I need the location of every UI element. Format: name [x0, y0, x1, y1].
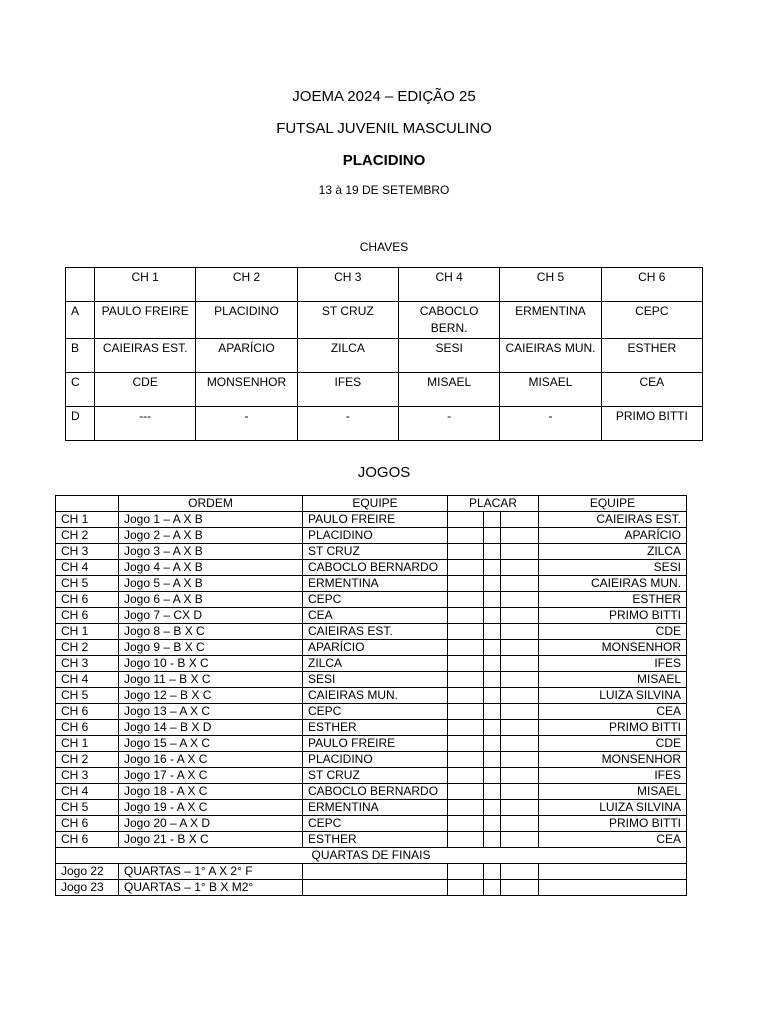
game-team-home: ERMENTINA	[303, 800, 448, 816]
game-order: Jogo 9 – B X C	[119, 640, 303, 656]
event-dates: 13 à 19 DE SETEMBRO	[318, 183, 450, 197]
score-separator-cell	[484, 656, 501, 672]
game-chave: CH 1	[56, 736, 119, 752]
ordem-header: ORDEM	[119, 496, 303, 512]
score-home-cell	[448, 640, 484, 656]
chaves-team-cell: MISAEL	[500, 373, 601, 407]
score-away-cell	[501, 672, 539, 688]
game-order: Jogo 15 – A X C	[119, 736, 303, 752]
venue-title: PLACIDINO	[342, 152, 426, 169]
chaves-team-cell: ST CRUZ	[297, 302, 398, 339]
game-order: Jogo 8 – B X C	[119, 624, 303, 640]
chaves-column-header: CH 1	[95, 268, 196, 302]
chaves-column-header: CH 6	[601, 268, 702, 302]
chaves-team-cell: CABOCLO BERN.	[398, 302, 499, 339]
game-team-home: APARÍCIO	[303, 640, 448, 656]
game-team-away: LUIZA SILVINA	[539, 688, 687, 704]
game-row	[56, 656, 687, 672]
game-row	[56, 672, 687, 688]
game-chave: CH 5	[56, 576, 119, 592]
chaves-team-cell: PRIMO BITTI	[601, 407, 702, 441]
game-chave: CH 6	[56, 592, 119, 608]
chaves-row-label: A	[66, 302, 95, 339]
game-order: Jogo 2 – A X B	[119, 528, 303, 544]
chaves-row-label: C	[66, 373, 95, 407]
game-chave: CH 6	[56, 608, 119, 624]
game-order: Jogo 16 - A X C	[119, 752, 303, 768]
chaves-table	[65, 267, 703, 441]
score-away-cell	[501, 784, 539, 800]
game-order: Jogo 11 – B X C	[119, 672, 303, 688]
quartas-row	[56, 880, 687, 896]
game-row	[56, 736, 687, 752]
game-team-home: CEPC	[303, 816, 448, 832]
game-row	[56, 768, 687, 784]
jogos-table	[55, 495, 687, 896]
event-subtitle: FUTSAL JUVENIL MASCULINO	[276, 120, 492, 137]
chaves-column-header: CH 3	[297, 268, 398, 302]
score-away-cell	[501, 704, 539, 720]
game-team-home: CAIEIRAS MUN.	[303, 688, 448, 704]
score-home-cell	[448, 672, 484, 688]
score-separator-cell	[484, 720, 501, 736]
score-separator-cell	[484, 640, 501, 656]
game-team-home: CABOCLO BERNARDO	[303, 784, 448, 800]
game-team-home: ST CRUZ	[303, 768, 448, 784]
game-team-away: ESTHER	[539, 592, 687, 608]
game-team-away: MISAEL	[539, 784, 687, 800]
score-home-cell	[448, 752, 484, 768]
game-order: Jogo 1 – A X B	[119, 512, 303, 528]
game-order: Jogo 12 – B X C	[119, 688, 303, 704]
game-team-away: CEA	[539, 704, 687, 720]
chaves-row-label: B	[66, 339, 95, 373]
score-away-cell	[501, 576, 539, 592]
score-home-cell	[448, 800, 484, 816]
quartas-team-away	[539, 864, 687, 880]
game-team-home: ESTHER	[303, 720, 448, 736]
score-separator-cell	[484, 800, 501, 816]
game-row	[56, 512, 687, 528]
game-team-home: CEPC	[303, 704, 448, 720]
chaves-team-cell: MISAEL	[398, 373, 499, 407]
game-team-home: ERMENTINA	[303, 576, 448, 592]
score-separator-cell	[484, 560, 501, 576]
game-chave: CH 1	[56, 512, 119, 528]
game-order: Jogo 4 – A X B	[119, 560, 303, 576]
chaves-team-cell: SESI	[398, 339, 499, 373]
score-home-cell	[448, 608, 484, 624]
score-separator-cell	[484, 592, 501, 608]
chaves-row	[66, 302, 703, 339]
game-team-home: ESTHER	[303, 832, 448, 848]
game-chave: CH 4	[56, 784, 119, 800]
game-chave: CH 4	[56, 560, 119, 576]
game-order: Jogo 20 – A X D	[119, 816, 303, 832]
game-row	[56, 832, 687, 848]
game-team-away: PRIMO BITTI	[539, 816, 687, 832]
chaves-row	[66, 373, 703, 407]
game-team-away: CDE	[539, 736, 687, 752]
game-team-away: CAIEIRAS EST.	[539, 512, 687, 528]
game-order: Jogo 19 - A X C	[119, 800, 303, 816]
game-order: Jogo 17 - A X C	[119, 768, 303, 784]
game-team-away: APARÍCIO	[539, 528, 687, 544]
game-chave: CH 6	[56, 720, 119, 736]
score-away-cell	[501, 544, 539, 560]
game-row	[56, 800, 687, 816]
game-team-away: PRIMO BITTI	[539, 608, 687, 624]
game-team-away: LUIZA SILVINA	[539, 800, 687, 816]
chaves-column-header: CH 5	[500, 268, 601, 302]
game-chave: CH 5	[56, 800, 119, 816]
score-away-cell	[501, 864, 539, 880]
chaves-team-cell: ZILCA	[297, 339, 398, 373]
quartas-game-number: Jogo 22	[56, 864, 119, 880]
game-chave: CH 6	[56, 704, 119, 720]
equipe-header: EQUIPE	[539, 496, 687, 512]
score-home-cell	[448, 544, 484, 560]
score-home-cell	[448, 832, 484, 848]
score-separator-cell	[484, 624, 501, 640]
placar-header: PLACAR	[448, 496, 539, 512]
score-away-cell	[501, 592, 539, 608]
quartas-label: QUARTAS DE FINAIS	[56, 848, 687, 864]
game-order: Jogo 14 – B X D	[119, 720, 303, 736]
game-chave: CH 2	[56, 528, 119, 544]
score-home-cell	[448, 656, 484, 672]
game-team-away: SESI	[539, 560, 687, 576]
game-team-away: CEA	[539, 832, 687, 848]
chaves-team-cell: ERMENTINA	[500, 302, 601, 339]
score-home-cell	[448, 720, 484, 736]
game-chave: CH 5	[56, 688, 119, 704]
score-away-cell	[501, 624, 539, 640]
game-team-home: PLACIDINO	[303, 752, 448, 768]
chaves-team-cell: CAIEIRAS EST.	[95, 339, 196, 373]
game-team-home: PAULO FREIRE	[303, 512, 448, 528]
jogos-heading: JOGOS	[357, 464, 411, 481]
score-home-cell	[448, 576, 484, 592]
score-home-cell	[448, 736, 484, 752]
score-away-cell	[501, 688, 539, 704]
quartas-label-row	[56, 848, 687, 864]
chaves-team-cell: MONSENHOR	[196, 373, 297, 407]
score-separator-cell	[484, 512, 501, 528]
score-home-cell	[448, 864, 484, 880]
game-order: Jogo 21 - B X C	[119, 832, 303, 848]
game-chave: CH 3	[56, 768, 119, 784]
quartas-team-home	[303, 864, 448, 880]
score-separator-cell	[484, 816, 501, 832]
score-away-cell	[501, 512, 539, 528]
game-row	[56, 640, 687, 656]
game-order: Jogo 5 – A X B	[119, 576, 303, 592]
score-away-cell	[501, 528, 539, 544]
score-home-cell	[448, 512, 484, 528]
chaves-team-cell: PAULO FREIRE	[95, 302, 196, 339]
game-row	[56, 816, 687, 832]
chaves-team-cell: ESTHER	[601, 339, 702, 373]
quartas-team-home	[303, 880, 448, 896]
game-row	[56, 560, 687, 576]
chaves-team-cell: -	[297, 407, 398, 441]
chaves-team-cell: APARÍCIO	[196, 339, 297, 373]
score-away-cell	[501, 720, 539, 736]
score-separator-cell	[484, 752, 501, 768]
game-order: Jogo 10 - B X C	[119, 656, 303, 672]
game-row	[56, 576, 687, 592]
quartas-order: QUARTAS – 1° A X 2° F	[119, 864, 303, 880]
jogos-corner-cell	[56, 496, 119, 512]
chaves-team-cell: CEA	[601, 373, 702, 407]
score-separator-cell	[484, 608, 501, 624]
game-row	[56, 608, 687, 624]
score-home-cell	[448, 592, 484, 608]
score-away-cell	[501, 752, 539, 768]
game-order: Jogo 3 – A X B	[119, 544, 303, 560]
chaves-team-cell: IFES	[297, 373, 398, 407]
game-row	[56, 752, 687, 768]
chaves-column-header: CH 4	[398, 268, 499, 302]
game-order: Jogo 18 - A X C	[119, 784, 303, 800]
score-away-cell	[501, 640, 539, 656]
game-team-away: PRIMO BITTI	[539, 720, 687, 736]
game-team-away: MISAEL	[539, 672, 687, 688]
quartas-row	[56, 864, 687, 880]
game-team-away: ZILCA	[539, 544, 687, 560]
game-team-away: IFES	[539, 656, 687, 672]
game-chave: CH 2	[56, 752, 119, 768]
game-order: Jogo 7 – CX D	[119, 608, 303, 624]
game-row	[56, 784, 687, 800]
score-separator-cell	[484, 768, 501, 784]
game-chave: CH 3	[56, 656, 119, 672]
score-away-cell	[501, 880, 539, 896]
score-away-cell	[501, 560, 539, 576]
score-away-cell	[501, 800, 539, 816]
game-chave: CH 6	[56, 816, 119, 832]
score-separator-cell	[484, 736, 501, 752]
score-home-cell	[448, 560, 484, 576]
chaves-team-cell: ---	[95, 407, 196, 441]
chaves-column-header: CH 2	[196, 268, 297, 302]
score-away-cell	[501, 736, 539, 752]
game-team-away: CAIEIRAS MUN.	[539, 576, 687, 592]
game-team-home: CABOCLO BERNARDO	[303, 560, 448, 576]
chaves-team-cell: -	[398, 407, 499, 441]
game-team-home: ZILCA	[303, 656, 448, 672]
score-separator-cell	[484, 576, 501, 592]
score-separator-cell	[484, 784, 501, 800]
game-team-away: MONSENHOR	[539, 640, 687, 656]
game-row	[56, 720, 687, 736]
game-chave: CH 3	[56, 544, 119, 560]
game-chave: CH 6	[56, 832, 119, 848]
game-order: Jogo 13 – A X C	[119, 704, 303, 720]
chaves-header-row	[66, 268, 703, 302]
game-team-home: SESI	[303, 672, 448, 688]
quartas-team-away	[539, 880, 687, 896]
score-away-cell	[501, 608, 539, 624]
game-team-away: IFES	[539, 768, 687, 784]
score-home-cell	[448, 528, 484, 544]
score-away-cell	[501, 768, 539, 784]
chaves-row	[66, 407, 703, 441]
score-home-cell	[448, 768, 484, 784]
event-title: JOEMA 2024 – EDIÇÃO 25	[292, 88, 476, 105]
game-row	[56, 544, 687, 560]
score-home-cell	[448, 880, 484, 896]
score-separator-cell	[484, 832, 501, 848]
game-team-home: PLACIDINO	[303, 528, 448, 544]
score-separator-cell	[484, 672, 501, 688]
score-away-cell	[501, 656, 539, 672]
score-separator-cell	[484, 864, 501, 880]
chaves-corner-cell	[66, 268, 95, 302]
score-separator-cell	[484, 688, 501, 704]
score-home-cell	[448, 704, 484, 720]
quartas-order: QUARTAS – 1° B X M2°	[119, 880, 303, 896]
game-team-home: ST CRUZ	[303, 544, 448, 560]
game-row	[56, 528, 687, 544]
quartas-game-number: Jogo 23	[56, 880, 119, 896]
score-away-cell	[501, 816, 539, 832]
chaves-team-cell: CAIEIRAS MUN.	[500, 339, 601, 373]
game-team-home: CAIEIRAS EST.	[303, 624, 448, 640]
game-team-away: CDE	[539, 624, 687, 640]
score-separator-cell	[484, 880, 501, 896]
game-chave: CH 2	[56, 640, 119, 656]
score-home-cell	[448, 688, 484, 704]
game-row	[56, 688, 687, 704]
score-home-cell	[448, 816, 484, 832]
jogos-header-row	[56, 496, 687, 512]
chaves-team-cell: CEPC	[601, 302, 702, 339]
equipe-header: EQUIPE	[303, 496, 448, 512]
game-row	[56, 592, 687, 608]
score-separator-cell	[484, 528, 501, 544]
chaves-team-cell: -	[500, 407, 601, 441]
score-separator-cell	[484, 544, 501, 560]
game-team-home: PAULO FREIRE	[303, 736, 448, 752]
game-chave: CH 4	[56, 672, 119, 688]
chaves-team-cell: CDE	[95, 373, 196, 407]
game-team-home: CEA	[303, 608, 448, 624]
chaves-team-cell: -	[196, 407, 297, 441]
score-home-cell	[448, 784, 484, 800]
game-order: Jogo 6 – A X B	[119, 592, 303, 608]
game-chave: CH 1	[56, 624, 119, 640]
score-separator-cell	[484, 704, 501, 720]
game-team-away: MONSENHOR	[539, 752, 687, 768]
chaves-row-label: D	[66, 407, 95, 441]
chaves-heading: CHAVES	[359, 240, 409, 254]
game-row	[56, 704, 687, 720]
game-team-home: CEPC	[303, 592, 448, 608]
game-row	[56, 624, 687, 640]
score-away-cell	[501, 832, 539, 848]
chaves-team-cell: PLACIDINO	[196, 302, 297, 339]
chaves-row	[66, 339, 703, 373]
score-home-cell	[448, 624, 484, 640]
